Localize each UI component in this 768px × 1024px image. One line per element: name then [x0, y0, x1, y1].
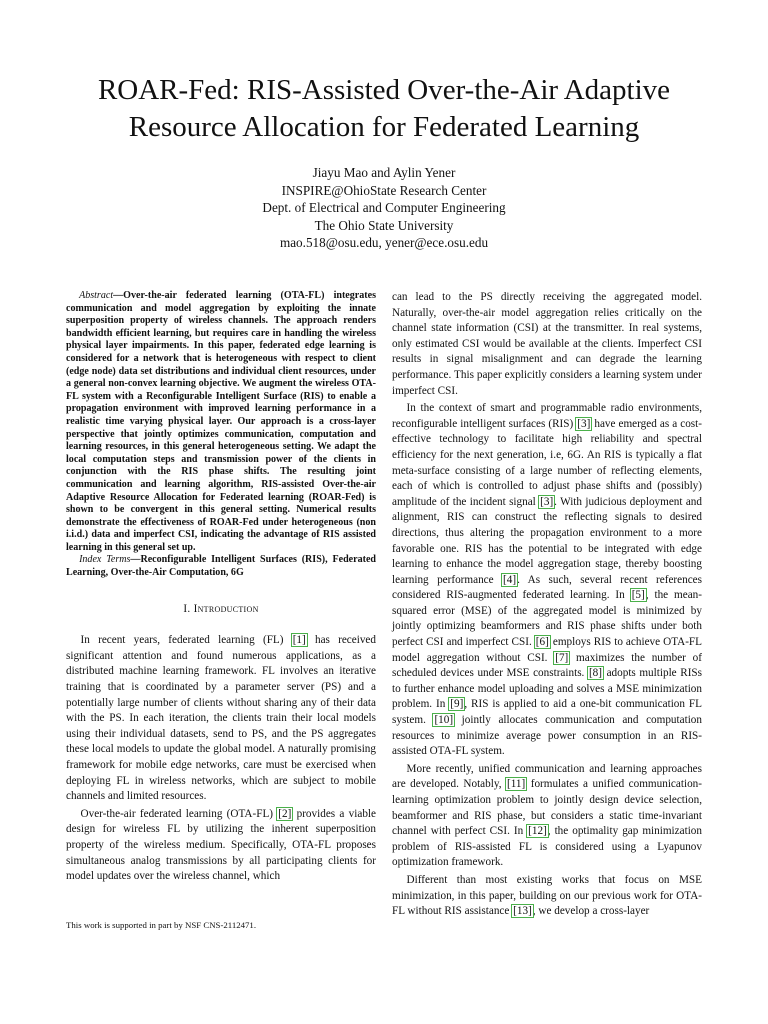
paragraph-text: In the context of smart and programmable radio environments, reconfigurable intelligent surfaces (RIS) [392, 402, 702, 430]
section-title: Introduction [193, 602, 259, 615]
author-block [120, 164, 648, 252]
section-number: I. [183, 602, 191, 615]
paragraph-text: provides a viable design for wireless FL by utilizing the inherent superposition property of the wireless medium. Specifically, OTA-FL proposes simultaneous analog transmissions by all participating clients for model updates over the wireless channel, which [66, 807, 376, 883]
left-column [66, 290, 376, 885]
paragraph-text: , the mean-squared error (MSE) of the aggregated model is minimized by jointly optimizing beamformers and RIS phase shifts under both perfect CSI and imperfect CSI. [392, 589, 702, 649]
citation-link[interactable]: [7] [555, 651, 569, 664]
intro-paragraph-2 [66, 807, 376, 885]
paragraph-text: , we develop a cross-layer [532, 905, 650, 918]
author-affiliation-university: The Ohio State University [314, 217, 454, 233]
citation-link[interactable]: [5] [631, 589, 645, 602]
paragraph-text: Different than most existing works that focus on MSE minimization, in this paper, building on our previous work for OTA-FL without RIS assistance [392, 873, 702, 918]
citation-link[interactable]: [13] [513, 905, 532, 918]
index-terms-text: —Reconfigurable Intelligent Surfaces (RIS), Federated Learning, Over-the-Air Computation, 6G [66, 554, 376, 579]
citation-link[interactable]: [12] [528, 825, 547, 838]
paragraph-text: , the optimality gap minimization problem of RIS-assisted FL is considered using a Lyapunov optimization framework. [392, 825, 702, 869]
paragraph-text: In recent years, federated learning (FL) [80, 634, 292, 647]
intro-paragraph-1 [66, 633, 376, 805]
right-paragraph-1: can lead to the PS directly receiving the aggregated model. Naturally, over-the-air model aggregation relies critically on the channel state information (CSI) at the transmitter. In real systems, only estimated CSI would be available at the clients. Imperfect CSI results in signal misalignment and can degrade the learning performance. This paper explicitly considers a learning system under imperfect CSI. [392, 291, 702, 397]
paragraph-text: have emerged as a cost-effective technology to facilitate high reliability and spectral efficiency for the next generation, i.e, 6G. An RIS is typically a flat meta-surface consisting of a large number of reflecting elements, each of which is controlled to adjust phase shifts and (possibly) amplitude of the incident signal [392, 417, 702, 508]
footnote: This work is supported in part by NSF CNS-2112471. [66, 920, 257, 930]
index-terms [66, 554, 376, 579]
citation-link[interactable]: [10] [434, 714, 454, 727]
author-names: Jiayu Mao and Aylin Yener [312, 165, 456, 180]
paragraph-text: . As such, several recent references considered RIS-augmented federated learning. In [392, 573, 702, 602]
citation-link[interactable]: [3] [540, 495, 554, 508]
citation-link[interactable]: [11] [507, 778, 526, 791]
author-affiliation-center: INSPIRE@OhioState Research Center [281, 182, 487, 198]
right-paragraph-4 [392, 873, 702, 920]
abstract-lead: Abstract [79, 290, 114, 301]
citation-link[interactable]: [6] [535, 636, 549, 649]
citation-link[interactable]: [4] [503, 573, 517, 586]
paragraph-text: adopts multiple RISs to further enhance model uploading and solves a MSE minimization problem. In [392, 667, 702, 711]
paragraph-text: has received significant attention and found numerous applications, as a distributed machine learning framework. FL involves an iterative training that is coordinated by a parameter server (PS) and a potentially large number of clients without sharing any of their data with the PS. In each iteration, the clients train their local models using their individual datasets, send to PS, and the PS aggregates these local models to update the global model. A naturally promising framework for mobile edge networks, care must be exercised when deploying FL in wireless networks, which are subject to mobile channels and limited resources. [66, 634, 376, 803]
author-affiliation-dept: Dept. of Electrical and Computer Engineering [262, 200, 506, 216]
paper-title: ROAR-Fed: RIS-Assisted Over-the-Air Adaptive Resource Allocation for Federated Learning [97, 74, 671, 143]
paragraph-text: Over-the-air federated learning (OTA-FL) [80, 807, 278, 820]
right-column [392, 290, 702, 920]
citation-link[interactable]: [2] [278, 807, 292, 820]
index-terms-lead: Index Terms [79, 554, 131, 566]
abstract [66, 290, 376, 554]
citation-link[interactable]: [3] [577, 417, 591, 430]
author-emails: mao.518@osu.edu, yener@ece.osu.edu [279, 235, 489, 251]
citation-link[interactable]: [8] [588, 667, 602, 680]
paragraph-text: formulates a unified communication-learning optimization problem to jointly design device selection, beamformer and RIS phase, but considers a static time-invariant channel with perfect CSI. In [392, 778, 702, 838]
right-paragraph-2 [392, 401, 702, 760]
paragraph-text: jointly allocates communication and computation resources to minimize average power consumption in an RIS-assisted OTA-FL system. [392, 714, 702, 758]
paragraph-text: employs RIS to achieve OTA-FL model aggregation without CSI. [392, 636, 702, 664]
abstract-text: —Over-the-air federated learning (OTA-FL) integrates communication and model aggregation by exploiting the innate superposition property of wireless channels. The approach renders bandwidth efficient learning, but requires care in handling the wireless physical layer impairments. In this paper, federated edge learning is considered for a network that is heterogeneous with respect to client (edge node) data set distributions and individual client resources, under a general non-convex learning objective. We augment the wireless OTA-FL system with a Reconfigurable Intelligent Surface (RIS) to enable a propagation environment with improved learning performance in a realistic time varying physical layer. Our approach is a cross-layer perspective that jointly optimizes communication, computation and learning resources, in this general heterogeneous setting. We adapt the local computation steps and transmission power of the clients in conjunction with the RIS phase shifts. The resulting joint communication and learning algorithm, RIS-assisted Over-the-air Adaptive Resource Allocation for Federated learning (ROAR-Fed) is shown to be convergent in this general setting. Numerical results demonstrate the effectiveness of ROAR-Fed under heterogeneous (non i.i.d.) data and imperfect CSI, indicating the advantage of RIS assisted learning in this general set up. [66, 290, 376, 553]
paragraph-text: maximizes the number of scheduled devices under MSE constraints. [392, 651, 702, 680]
citation-link[interactable]: [1] [292, 634, 306, 647]
right-paragraph-3 [392, 762, 702, 871]
paragraph-text: . With judicious deployment and alignment, RIS can construct the reflecting signals to desired directions, thus altering the propagation environment to a more favorable one. RIS has the potential to be integrated with edge learning to enhance the model aggregation stage, thereby boosting learning performance [392, 495, 702, 586]
paragraph-text: , RIS is applied to aid a one-bit communication FL system. [392, 698, 702, 727]
citation-link[interactable]: [9] [450, 698, 464, 711]
section-heading [66, 602, 376, 618]
paragraph-text: More recently, unified communication and learning approaches are developed. Notably, [392, 762, 702, 791]
